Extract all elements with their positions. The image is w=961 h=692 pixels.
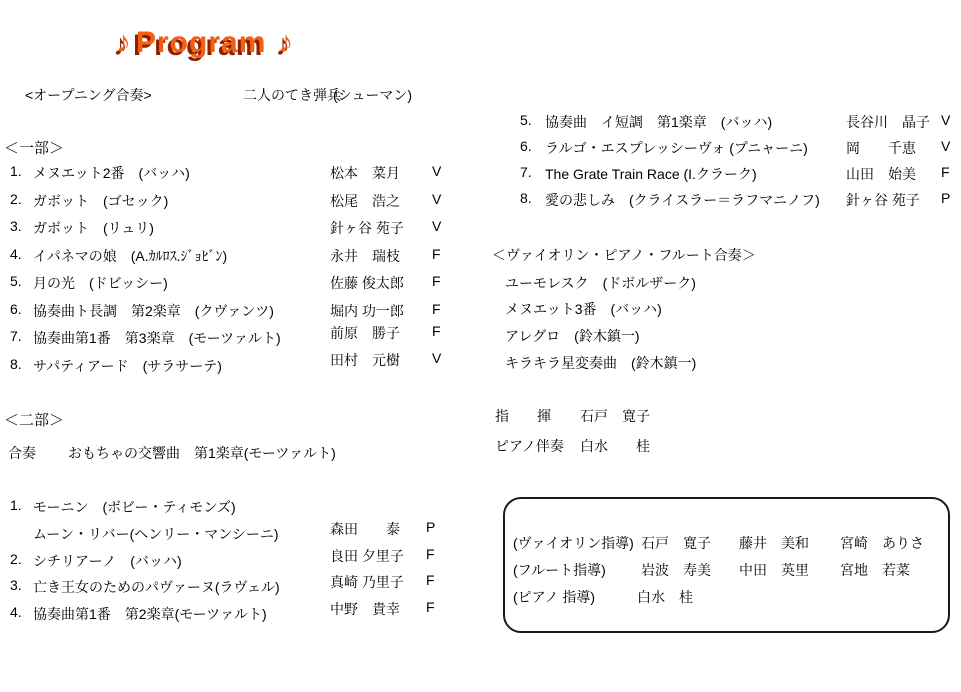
instrument-letter: V bbox=[432, 191, 442, 207]
program-item-row bbox=[0, 301, 961, 321]
conductor-line bbox=[0, 406, 961, 426]
ensemble-piece: おもちゃの交響曲 第1楽章(モーツァルト) bbox=[68, 445, 336, 461]
item-number: 4. bbox=[10, 246, 22, 262]
piano-label: ピアノ伴奏 bbox=[495, 438, 564, 454]
performer-name: 松尾 浩之 bbox=[330, 193, 400, 209]
instructor-row bbox=[0, 533, 961, 553]
item-number: 2. bbox=[10, 551, 22, 567]
instrument-letter: F bbox=[426, 572, 435, 588]
trio-piece: ユーモレスク (ドボルザーク) bbox=[505, 275, 696, 291]
piece-title: シチリアーノ (バッハ) bbox=[33, 553, 182, 569]
piano-accompanist-line bbox=[0, 436, 961, 456]
instructor-name: 石戸 寛子 bbox=[641, 535, 711, 551]
performer-name: 長谷川 晶子 bbox=[846, 114, 930, 130]
instructor-name: 岩波 寿美 bbox=[641, 562, 711, 578]
item-number: 5. bbox=[10, 273, 22, 289]
piece-title: The Grate Train Race (I.クラーク) bbox=[545, 166, 757, 182]
instrument-letter: P bbox=[426, 519, 436, 535]
program-item-row bbox=[0, 218, 961, 238]
item-number: 3. bbox=[10, 577, 22, 593]
instrument-letter: V bbox=[941, 138, 951, 154]
conductor-name: 石戸 寛子 bbox=[580, 408, 650, 424]
opening-label: <オープニング合奏> bbox=[25, 87, 152, 103]
music-note-icon: ♪ bbox=[116, 26, 132, 59]
piece-title: ガボット (リュリ) bbox=[33, 220, 154, 236]
piece-title: 月の光 (ドビッシー) bbox=[33, 275, 168, 291]
item-number: 1. bbox=[10, 497, 22, 513]
piece-title: ガボット (ゴセック) bbox=[33, 193, 169, 209]
item-number: 8. bbox=[10, 356, 22, 372]
trio-piece: キラキラ星変奏曲 (鈴木鎮一) bbox=[505, 355, 697, 371]
piece-title: 愛の悲しみ (クライスラー＝ラフマニノフ) bbox=[545, 192, 820, 208]
performer-name: 松本 菜月 bbox=[330, 165, 400, 181]
instructor-name: 藤井 美和 bbox=[739, 535, 809, 551]
title-text: Program bbox=[136, 26, 267, 59]
piece-title: イパネマの娘 (A.ｶﾙﾛｽ.ｼﾞｮﾋﾞﾝ) bbox=[33, 248, 228, 264]
performer-name: 永井 瑞枝 bbox=[330, 248, 400, 264]
instructor-name: 宮崎 ありさ bbox=[840, 535, 924, 551]
piece-title: ムーン・リバー(ヘンリー・マンシーニ) bbox=[33, 526, 279, 542]
music-note-icon: ♪ bbox=[278, 26, 295, 59]
instrument-letter: F bbox=[426, 546, 435, 562]
instrument-letter: F bbox=[432, 246, 441, 262]
instructor-name: 宮地 若菜 bbox=[840, 562, 910, 578]
trio-piece: アレグロ (鈴木鎮一) bbox=[505, 328, 640, 344]
instructor-row bbox=[0, 587, 961, 607]
program-item-row bbox=[0, 323, 961, 348]
trio-ensemble-header: ＜ヴァイオリン・ピアノ・フルート合奏＞ bbox=[492, 247, 756, 263]
piece-title: 協奏曲第1番 第3楽章 (モーツァルト) bbox=[33, 330, 281, 346]
piece-title: メヌエット2番 (バッハ) bbox=[33, 165, 190, 181]
conductor-label: 指 揮 bbox=[495, 408, 551, 424]
opening-line bbox=[0, 85, 961, 105]
item-number: 3. bbox=[10, 218, 22, 234]
piece-title: 亡き王女のためのパヴァーヌ(ラヴェル) bbox=[33, 579, 280, 595]
item-number: 5. bbox=[520, 112, 532, 128]
instructor-label: (ピアノ 指導) bbox=[513, 589, 596, 605]
instrument-letter: V bbox=[432, 163, 442, 179]
piano-name: 白水 桂 bbox=[580, 438, 650, 454]
opening-composer: (シューマン) bbox=[333, 87, 413, 103]
instructor-name: 白水 桂 bbox=[637, 589, 693, 605]
item-number: 2. bbox=[10, 191, 22, 207]
piece-title: 協奏曲ト長調 第2楽章 (クヴァンツ) bbox=[33, 303, 274, 319]
instrument-letter: F bbox=[432, 273, 441, 289]
instrument-letter: V bbox=[432, 218, 442, 234]
performer-name: 前原 勝子 bbox=[330, 325, 400, 341]
performer-name: 田村 元樹 bbox=[330, 352, 400, 368]
piece-title: 協奏曲 イ短調 第1楽章 (バッハ) bbox=[545, 114, 773, 130]
item-number: 6. bbox=[520, 138, 532, 154]
item-number: 1. bbox=[10, 163, 22, 179]
performer-name: 堀内 功一郎 bbox=[330, 303, 404, 319]
instrument-letter: F bbox=[432, 301, 441, 317]
program-item-row bbox=[0, 164, 961, 184]
performer-name: 真崎 乃里子 bbox=[330, 574, 404, 590]
part2-header: ＜二部＞ bbox=[4, 412, 65, 429]
instrument-letter: V bbox=[432, 350, 442, 366]
instrument-letter: V bbox=[941, 112, 951, 128]
instrument-letter: F bbox=[941, 164, 950, 180]
piece-title: サパティアード (サラサーテ) bbox=[33, 358, 222, 374]
item-number: 7. bbox=[10, 328, 22, 344]
part1-header: ＜一部＞ bbox=[4, 140, 65, 157]
program-item-row bbox=[0, 246, 961, 266]
performer-name: 佐藤 俊太郎 bbox=[330, 275, 404, 291]
program-item-row bbox=[0, 112, 961, 132]
instrument-letter: F bbox=[432, 323, 441, 339]
item-number: 6. bbox=[10, 301, 22, 317]
trio-piece: メヌエット3番 (バッハ) bbox=[505, 301, 662, 317]
performer-name: 山田 始美 bbox=[846, 166, 916, 182]
performer-name: 針ヶ谷 苑子 bbox=[330, 220, 404, 236]
instrument-letter: F bbox=[426, 599, 435, 615]
instructor-name: 中田 英里 bbox=[739, 562, 809, 578]
opening-piece: 二人のてき弾兵 bbox=[243, 87, 341, 103]
instructor-label: (ヴァイオリン指導) bbox=[513, 535, 634, 551]
performer-name: 良田 夕里子 bbox=[330, 548, 404, 564]
performer-name: 岡 千恵 bbox=[846, 140, 916, 156]
performer-name: 森田 泰 bbox=[330, 521, 400, 537]
item-number: 8. bbox=[520, 190, 532, 206]
piece-title: モーニン (ボビー・ティモンズ) bbox=[33, 499, 236, 515]
page-title bbox=[116, 26, 294, 66]
program-item-row bbox=[0, 138, 961, 158]
piece-title: ラルゴ・エスプレッシーヴォ (プニャーニ) bbox=[545, 140, 808, 156]
instructor-label: (フルート指導) bbox=[513, 562, 606, 578]
program-item-row bbox=[0, 273, 961, 293]
piece-title: 協奏曲第1番 第2楽章(モーツァルト) bbox=[33, 606, 267, 622]
performer-name: 針ヶ谷 苑子 bbox=[846, 192, 920, 208]
instrument-letter: P bbox=[941, 190, 951, 206]
program-item-row bbox=[0, 350, 961, 376]
item-number: 7. bbox=[520, 164, 532, 180]
performer-name: 中野 貴幸 bbox=[330, 601, 400, 617]
program-item-row bbox=[0, 190, 961, 210]
item-number: 4. bbox=[10, 604, 22, 620]
ensemble-label: 合奏 bbox=[8, 445, 36, 461]
instructor-row bbox=[0, 560, 961, 580]
